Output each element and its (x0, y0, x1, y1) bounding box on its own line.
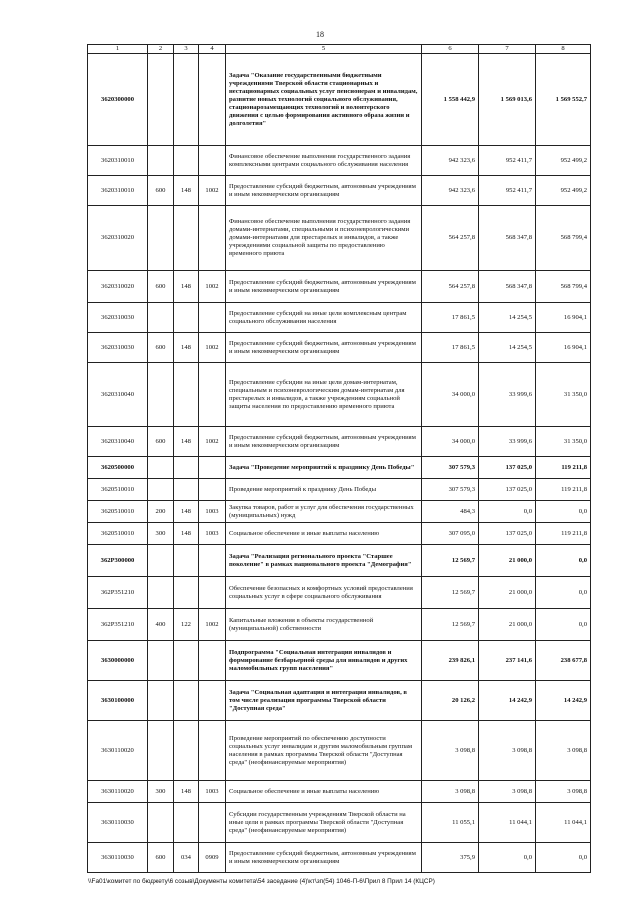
cell-department (174, 803, 199, 843)
cell-code: 3630110020 (88, 721, 148, 781)
cell-name: Задача "Социальная адаптация и интеграция инвалидов, в том числе реализация программы Тверской области "Доступная среда" (226, 681, 422, 721)
cell-code: 362P300000 (88, 545, 148, 577)
cell-department: 148 (174, 781, 199, 803)
cell-expense-type (148, 363, 174, 427)
cell-code: 3620300000 (88, 54, 148, 146)
cell-amount-year-3: 1 569 552,7 (536, 54, 591, 146)
cell-expense-type (148, 479, 174, 501)
cell-amount-year-2: 21 000,0 (479, 577, 536, 609)
cell-section: 1003 (199, 501, 226, 523)
table-row (88, 577, 591, 609)
cell-section (199, 54, 226, 146)
cell-amount-year-1: 239 826,1 (422, 641, 479, 681)
cell-name: Предоставление субсидий на иные цели комплексным центрам социального обслуживания населения (226, 303, 422, 333)
table-row (88, 843, 591, 873)
cell-name: Социальное обеспечение и иные выплаты населению (226, 781, 422, 803)
cell-section: 1003 (199, 523, 226, 545)
cell-name: Задача "Проведение мероприятий к празднику День Победы" (226, 457, 422, 479)
cell-expense-type: 600 (148, 271, 174, 303)
cell-amount-year-2: 3 098,8 (479, 721, 536, 781)
cell-department (174, 577, 199, 609)
cell-department (174, 303, 199, 333)
table-row (88, 146, 591, 176)
cell-amount-year-1: 17 861,5 (422, 303, 479, 333)
cell-name: Задача "Реализация регионального проекта "Старшее поколение" в рамках национального проекта "Демография" (226, 545, 422, 577)
cell-amount-year-3: 3 098,8 (536, 721, 591, 781)
cell-amount-year-2: 568 347,8 (479, 271, 536, 303)
cell-amount-year-3: 16 904,1 (536, 303, 591, 333)
cell-section (199, 457, 226, 479)
cell-department (174, 206, 199, 271)
cell-amount-year-2: 1 569 013,6 (479, 54, 536, 146)
cell-department: 148 (174, 501, 199, 523)
cell-amount-year-3: 31 350,0 (536, 427, 591, 457)
cell-amount-year-3: 0,0 (536, 609, 591, 641)
table-row (88, 681, 591, 721)
cell-department (174, 479, 199, 501)
cell-name: Закупка товаров, работ и услуг для обеспечения государственных (муниципальных) нужд (226, 501, 422, 523)
cell-code: 3630110030 (88, 843, 148, 873)
cell-department (174, 545, 199, 577)
cell-section (199, 363, 226, 427)
table-row (88, 303, 591, 333)
cell-department: 148 (174, 271, 199, 303)
cell-department (174, 641, 199, 681)
cell-department (174, 721, 199, 781)
cell-name: Проведение мероприятий по обеспечению доступности социальных услуг инвалидам и другим маломобильным группам населения в рамках программы Тверской области "Доступная среда" (неофинансируемые мероприятия) (226, 721, 422, 781)
cell-expense-type: 200 (148, 501, 174, 523)
cell-department: 148 (174, 523, 199, 545)
cell-amount-year-2: 952 411,7 (479, 176, 536, 206)
cell-amount-year-1: 307 579,3 (422, 457, 479, 479)
cell-code: 362P351210 (88, 577, 148, 609)
cell-amount-year-1: 12 569,7 (422, 609, 479, 641)
table-row (88, 206, 591, 271)
cell-section: 1002 (199, 609, 226, 641)
table-row (88, 176, 591, 206)
cell-amount-year-3: 14 242,9 (536, 681, 591, 721)
table-header-row (88, 45, 591, 54)
cell-amount-year-2: 33 999,6 (479, 363, 536, 427)
cell-expense-type (148, 54, 174, 146)
cell-amount-year-2: 137 025,0 (479, 479, 536, 501)
cell-amount-year-1: 12 569,7 (422, 545, 479, 577)
cell-amount-year-2: 137 025,0 (479, 457, 536, 479)
cell-department (174, 146, 199, 176)
cell-amount-year-3: 31 350,0 (536, 363, 591, 427)
cell-section: 0909 (199, 843, 226, 873)
table-row (88, 545, 591, 577)
cell-section (199, 721, 226, 781)
header-cell: 5 (226, 45, 422, 54)
cell-amount-year-1: 307 095,0 (422, 523, 479, 545)
table-row (88, 803, 591, 843)
cell-code: 3620310020 (88, 206, 148, 271)
cell-amount-year-1: 3 098,8 (422, 721, 479, 781)
cell-amount-year-3: 0,0 (536, 577, 591, 609)
cell-amount-year-1: 12 569,7 (422, 577, 479, 609)
cell-code: 3620310040 (88, 427, 148, 457)
cell-expense-type: 400 (148, 609, 174, 641)
cell-amount-year-1: 484,3 (422, 501, 479, 523)
cell-amount-year-1: 942 323,6 (422, 176, 479, 206)
cell-department: 148 (174, 333, 199, 363)
header-cell: 7 (479, 45, 536, 54)
cell-code: 3630110030 (88, 803, 148, 843)
cell-amount-year-3: 119 211,8 (536, 479, 591, 501)
cell-expense-type (148, 721, 174, 781)
cell-amount-year-1: 1 558 442,9 (422, 54, 479, 146)
cell-code: 3620310020 (88, 271, 148, 303)
cell-section (199, 577, 226, 609)
cell-section (199, 641, 226, 681)
cell-name: Предоставление субсидии на иные цели домам-интернатам, специальным и психоневрологическим домам-интернатам для престарелых и инвалидов, а также учреждениям социальной защиты населения по предоставлению временного приюта (226, 363, 422, 427)
cell-code: 3620310010 (88, 146, 148, 176)
cell-code: 3630000000 (88, 641, 148, 681)
cell-amount-year-1: 11 055,1 (422, 803, 479, 843)
cell-department: 148 (174, 176, 199, 206)
cell-expense-type (148, 681, 174, 721)
cell-amount-year-2: 14 254,5 (479, 333, 536, 363)
cell-name: Социальное обеспечение и иные выплаты населению (226, 523, 422, 545)
cell-name: Финансовое обеспечение выполнения государственного задания комплексными центрами социального обслуживания населения (226, 146, 422, 176)
cell-amount-year-3: 0,0 (536, 843, 591, 873)
table-row (88, 501, 591, 523)
cell-code: 3620310010 (88, 176, 148, 206)
cell-amount-year-3: 0,0 (536, 501, 591, 523)
cell-name: Капитальные вложения в объекты государственной (муниципальной) собственности (226, 609, 422, 641)
cell-amount-year-3: 3 098,8 (536, 781, 591, 803)
header-cell: 1 (88, 45, 148, 54)
cell-amount-year-1: 3 098,8 (422, 781, 479, 803)
cell-amount-year-2: 14 254,5 (479, 303, 536, 333)
cell-section: 1002 (199, 271, 226, 303)
cell-section: 1002 (199, 176, 226, 206)
cell-name: Подпрограмма "Социальная интеграция инвалидов и формирование безбарьерной среды для инвалидов и других маломобильных групп населения" (226, 641, 422, 681)
cell-amount-year-3: 11 044,1 (536, 803, 591, 843)
cell-amount-year-3: 952 499,2 (536, 176, 591, 206)
cell-section (199, 303, 226, 333)
cell-department (174, 681, 199, 721)
header-cell: 3 (174, 45, 199, 54)
cell-amount-year-1: 564 257,8 (422, 206, 479, 271)
table-row (88, 427, 591, 457)
cell-section (199, 803, 226, 843)
cell-amount-year-2: 3 098,8 (479, 781, 536, 803)
cell-section (199, 206, 226, 271)
cell-amount-year-1: 34 000,0 (422, 363, 479, 427)
cell-department: 122 (174, 609, 199, 641)
cell-amount-year-2: 21 000,0 (479, 609, 536, 641)
cell-name: Предоставление субсидий бюджетным, автономным учреждениям и иным некоммерческим организациям (226, 427, 422, 457)
table-row (88, 457, 591, 479)
cell-code: 3620310030 (88, 303, 148, 333)
cell-expense-type: 300 (148, 523, 174, 545)
cell-section (199, 479, 226, 501)
cell-expense-type (148, 303, 174, 333)
table-row (88, 721, 591, 781)
cell-name: Проведение мероприятий к празднику День Победы (226, 479, 422, 501)
cell-amount-year-1: 307 579,3 (422, 479, 479, 501)
cell-amount-year-2: 33 999,6 (479, 427, 536, 457)
cell-code: 3620510010 (88, 501, 148, 523)
cell-expense-type: 300 (148, 781, 174, 803)
cell-section (199, 146, 226, 176)
cell-name: Субсидии государственным учреждениям Тверской области на иные цели в рамках программы Тверской области "Доступная среда" (неофинансируемые мероприятия) (226, 803, 422, 843)
cell-name: Предоставление субсидий бюджетным, автономным учреждениям и иным некоммерческим организациям (226, 333, 422, 363)
header-cell: 2 (148, 45, 174, 54)
table-row (88, 523, 591, 545)
cell-expense-type (148, 641, 174, 681)
cell-amount-year-1: 564 257,8 (422, 271, 479, 303)
cell-code: 362P351210 (88, 609, 148, 641)
cell-amount-year-3: 952 499,2 (536, 146, 591, 176)
cell-amount-year-3: 0,0 (536, 545, 591, 577)
cell-name: Предоставление субсидий бюджетным, автономным учреждениям и иным некоммерческим организациям (226, 271, 422, 303)
table-row (88, 641, 591, 681)
cell-name: Задача "Оказание государственными бюджетными учреждениями Тверской области стационарных и нестационарных социальных услуг пенсионерам и инвалидам, развитие новых технологий социального обслуживания, стационарозамещающих технологий и волонтерского движения с целью формирования активного образа жизни и долголетия" (226, 54, 422, 146)
header-cell: 4 (199, 45, 226, 54)
cell-expense-type: 600 (148, 427, 174, 457)
cell-code: 3620310040 (88, 363, 148, 427)
cell-section: 1003 (199, 781, 226, 803)
table-row (88, 271, 591, 303)
cell-amount-year-3: 568 799,4 (536, 271, 591, 303)
cell-amount-year-1: 34 000,0 (422, 427, 479, 457)
table-row (88, 479, 591, 501)
cell-code: 3630100000 (88, 681, 148, 721)
cell-amount-year-2: 0,0 (479, 501, 536, 523)
header-cell: 6 (422, 45, 479, 54)
cell-department (174, 363, 199, 427)
cell-expense-type (148, 206, 174, 271)
cell-code: 3630110020 (88, 781, 148, 803)
cell-section (199, 681, 226, 721)
cell-department (174, 54, 199, 146)
cell-amount-year-2: 11 044,1 (479, 803, 536, 843)
cell-amount-year-2: 952 411,7 (479, 146, 536, 176)
cell-amount-year-3: 16 904,1 (536, 333, 591, 363)
cell-name: Предоставление субсидий бюджетным, автономным учреждениям и иным некоммерческим организациям (226, 843, 422, 873)
cell-amount-year-3: 568 799,4 (536, 206, 591, 271)
cell-amount-year-3: 238 677,8 (536, 641, 591, 681)
cell-name: Финансовое обеспечение выполнения государственного задания домами-интернатами, специальными и психоневрологическими домами-интернатами для престарелых и инвалидов, а также учреждениями социальной защиты по предоставлению временного приюта (226, 206, 422, 271)
cell-amount-year-3: 119 211,8 (536, 523, 591, 545)
cell-section (199, 545, 226, 577)
table-row (88, 333, 591, 363)
cell-code: 3620310030 (88, 333, 148, 363)
cell-code: 3620510010 (88, 523, 148, 545)
cell-amount-year-3: 119 211,8 (536, 457, 591, 479)
cell-amount-year-2: 0,0 (479, 843, 536, 873)
table-row (88, 781, 591, 803)
header-cell: 8 (536, 45, 591, 54)
cell-expense-type (148, 803, 174, 843)
cell-section: 1002 (199, 333, 226, 363)
cell-amount-year-2: 14 242,9 (479, 681, 536, 721)
cell-expense-type (148, 457, 174, 479)
cell-expense-type (148, 146, 174, 176)
cell-department: 034 (174, 843, 199, 873)
page-number: 18 (316, 30, 324, 39)
cell-amount-year-1: 375,9 (422, 843, 479, 873)
cell-amount-year-2: 137 025,0 (479, 523, 536, 545)
cell-department (174, 457, 199, 479)
cell-expense-type (148, 577, 174, 609)
cell-amount-year-1: 17 861,5 (422, 333, 479, 363)
cell-code: 3620500000 (88, 457, 148, 479)
cell-amount-year-2: 568 347,8 (479, 206, 536, 271)
cell-expense-type (148, 545, 174, 577)
file-path-footer: \\Fa01\комитет по бюджету\6 созыв\Документы комитета\54 заседание (4)\кт\зп(54) 1046-П-6\Прил 8 Прил 14 (КЦСР) (88, 878, 435, 885)
cell-expense-type: 600 (148, 333, 174, 363)
cell-name: Предоставление субсидий бюджетным, автономным учреждениям и иным некоммерческим организациям (226, 176, 422, 206)
cell-expense-type: 600 (148, 843, 174, 873)
cell-code: 3620510010 (88, 479, 148, 501)
cell-amount-year-1: 20 126,2 (422, 681, 479, 721)
cell-department: 148 (174, 427, 199, 457)
table-row (88, 363, 591, 427)
cell-amount-year-2: 237 141,6 (479, 641, 536, 681)
cell-amount-year-1: 942 323,6 (422, 146, 479, 176)
budget-table (87, 44, 591, 873)
cell-name: Обеспечение безопасных и комфортных условий предоставления социальных услуг в сфере социального обслуживания (226, 577, 422, 609)
cell-section: 1002 (199, 427, 226, 457)
cell-expense-type: 600 (148, 176, 174, 206)
table-row (88, 54, 591, 146)
cell-amount-year-2: 21 000,0 (479, 545, 536, 577)
table-row (88, 609, 591, 641)
